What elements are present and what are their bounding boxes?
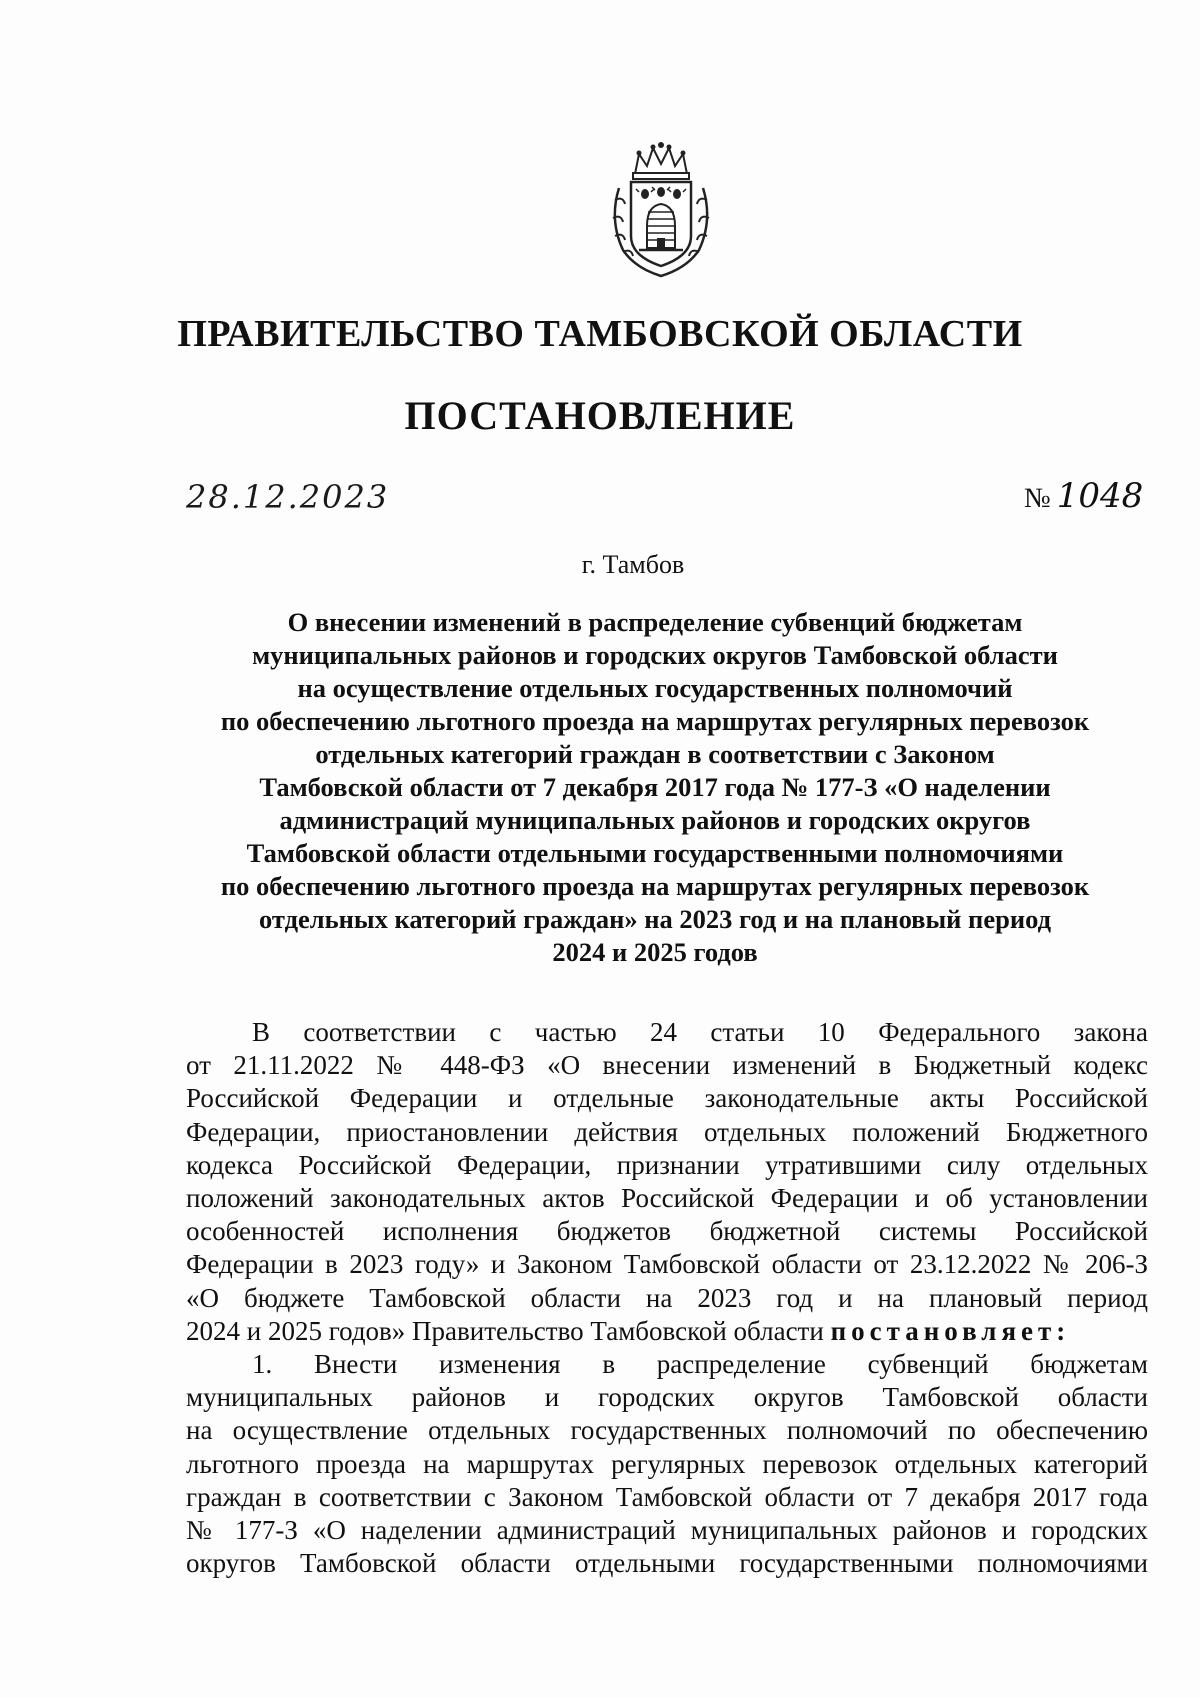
body-line-decree — [186, 1315, 1148, 1348]
heading-line: по обеспечению льготного проезда на маршрутах регулярных перевозок — [220, 871, 1090, 901]
heading-line: администраций муниципальных районов и городских округов — [279, 805, 1031, 835]
document-type-title: ПОСТАНОВЛЕНИЕ — [404, 393, 796, 438]
heading-line: отдельных категорий граждан в соответствии с Законом — [315, 739, 995, 769]
decree-prefix: 2024 и 2025 годов» Правительство Тамбовской области — [186, 1315, 831, 1346]
decree-heading — [160, 606, 1150, 969]
number-sign: № — [1024, 483, 1051, 514]
organization-title: ПРАВИТЕЛЬСТВО ТАМБОВСКОЙ ОБЛАСТИ — [177, 313, 1023, 355]
body-line: граждан в соответствии с Законом Тамбовской области от 7 декабря 2017 года — [186, 1481, 1148, 1512]
body-line: Российской Федерации и отдельные законодательные акты Российской — [186, 1083, 1148, 1114]
body-line: муниципальных районов и городских округов Тамбовской области — [186, 1382, 1148, 1413]
body-line: на осуществление отдельных государственных полномочий по обеспечению — [186, 1415, 1148, 1446]
body-line: В соответствии с частью 24 статьи 10 Федерального закона — [252, 1017, 1148, 1047]
heading-line: по обеспечению льготного проезда на маршрутах регулярных перевозок — [220, 706, 1090, 736]
heading-line: Тамбовской области от 7 декабря 2017 года № 177-З «О наделении — [259, 772, 1051, 802]
body-line: 1. Внести изменения в распределение субвенций бюджетам — [252, 1349, 1148, 1380]
body-line: кодекса Российской Федерации, признании утратившими силу отдельных — [186, 1149, 1148, 1180]
body-line: Федерации в 2023 году» и Законом Тамбовской области от 23.12.2022 № 206-З — [186, 1249, 1148, 1280]
body-line: положений законодательных актов Российской Федерации и об установлении — [186, 1183, 1148, 1214]
body-line: от 21.11.2022 № 448-ФЗ «О внесении изменений в Бюджетный кодекс — [186, 1050, 1148, 1081]
heading-line: муниципальных районов и городских округов Тамбовской области — [252, 640, 1058, 670]
city-label: г. Тамбов — [581, 550, 685, 579]
heading-line: на осуществление отдельных государственных полномочий — [297, 673, 1013, 703]
body-line: «О бюджете Тамбовской области на 2023 год и на плановый период — [186, 1282, 1148, 1313]
body-line: льготного проезда на маршрутах регулярных перевозок отдельных категорий — [186, 1448, 1148, 1479]
number-value: 1048 — [1056, 476, 1144, 516]
body-line: округов Тамбовской области отдельными государственными полномочиями — [186, 1548, 1148, 1579]
document-number — [1024, 476, 1143, 516]
decree-word: постановляет: — [830, 1315, 1071, 1346]
body-line: Федерации, приостановлении действия отдельных положений Бюджетного — [186, 1116, 1148, 1147]
body-line: особенностей исполнения бюджетов бюджетной системы Российской — [186, 1216, 1148, 1247]
body-line: № 177-З «О наделении администраций муниципальных районов и городских — [186, 1515, 1148, 1546]
decree-body — [186, 1016, 1148, 1580]
heading-line: 2024 и 2025 годов — [552, 937, 758, 967]
heading-line: Тамбовской области отдельными государственными полномочиями — [246, 838, 1064, 868]
heading-line: отдельных категорий граждан» на 2023 год и на плановый период — [259, 904, 1051, 934]
heading-line: О внесении изменений в распределение субвенций бюджетам — [287, 607, 1023, 637]
document-date: 28.12.2023 — [186, 478, 390, 516]
coat-of-arms-icon — [605, 140, 717, 280]
